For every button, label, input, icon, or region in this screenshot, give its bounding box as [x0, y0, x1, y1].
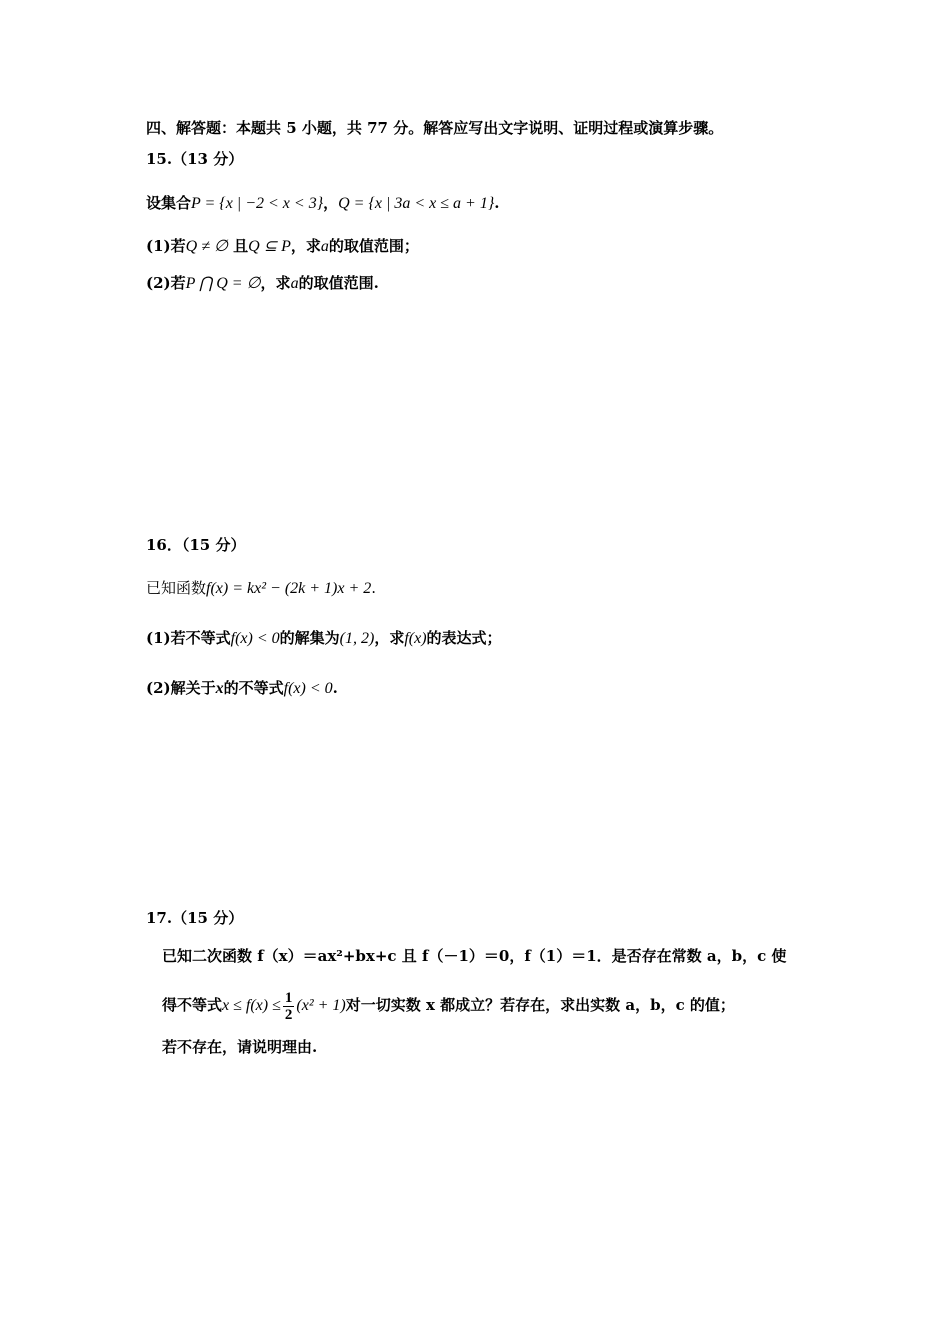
q15-part1-prefix: (1)若 [146, 237, 186, 255]
q15-part2-suffix: ，求 [260, 274, 291, 292]
q17-line2 [162, 985, 735, 1026]
q15-part1-cond1: Q ≠ ∅ [185, 238, 228, 255]
q17-fraction [283, 990, 295, 1023]
q16-stem [146, 577, 376, 600]
q16-stem-prefix: 已知函数 [146, 579, 207, 597]
q15-part2 [146, 272, 379, 295]
q16-part1-fx: f(x) [404, 630, 427, 647]
q15-part1-suffix: ，求 [290, 237, 321, 255]
q16-part1-mid: 的解集为 [279, 629, 340, 647]
section-heading: 四、解答题：本题共 5 小题，共 77 分。解答应写出文字说明、证明过程或演算步骤。 [146, 119, 724, 137]
q15-period: . [494, 194, 500, 212]
q15-number: 15.（13 分） [146, 150, 244, 168]
q16-function: f(x) = kx² − (2k + 1)x + 2 [206, 580, 372, 597]
q15-part1-end: 的取值范围； [328, 237, 419, 255]
q17-line3: 若不存在，请说明理由. [162, 1038, 318, 1056]
q15-comma: ， [323, 194, 339, 212]
q15-stem [146, 192, 499, 215]
q16-part1 [146, 627, 502, 650]
q16-part2 [146, 677, 338, 700]
q16-part2-prefix: (2)解关于 [146, 679, 216, 697]
q15-part1 [146, 235, 419, 258]
q16-part1-end: 的表达式； [426, 629, 502, 647]
q17-ineq-right: (x² + 1) [296, 997, 346, 1014]
q16-period: . [371, 579, 377, 597]
q15-part2-var: a [290, 275, 299, 292]
q15-part2-end: 的取值范围. [298, 274, 379, 292]
q17-frac-den: 2 [284, 1006, 293, 1023]
q16-part1-suffix: ，求 [374, 629, 405, 647]
q17-line1: 已知二次函数 f（x）＝ax²+bx+c 且 f（－1）＝0，f（1）＝1．是否存在常数 a，b，c 使 [162, 947, 787, 965]
q17-line2-prefix: 得不等式 [162, 996, 223, 1014]
q16-part1-set: (1, 2) [339, 630, 375, 647]
q15-set-p: P = {x | −2 < x < 3} [191, 195, 324, 212]
q17-line2-suffix: 对一切实数 x 都成立？若存在，求出实数 a，b，c 的值； [345, 996, 735, 1014]
q17-frac-num: 1 [284, 989, 293, 1006]
q16-part1-ineq: f(x) < 0 [230, 630, 280, 647]
q16-number: 16．（15 分） [146, 536, 246, 554]
q15-stem-prefix: 设集合 [146, 194, 192, 212]
q16-part2-end: . [332, 679, 338, 697]
q15-part1-var: a [320, 238, 329, 255]
q17-ineq-left: x ≤ f(x) ≤ [222, 997, 281, 1014]
q15-part2-prefix: (2)若 [146, 274, 186, 292]
q16-part1-prefix: (1)若不等式 [146, 629, 231, 647]
q16-part2-var: x [215, 680, 224, 697]
q17-number: 17.（15 分） [146, 909, 244, 927]
q16-part2-mid: 的不等式 [223, 679, 284, 697]
q16-part2-ineq: f(x) < 0 [283, 680, 333, 697]
q15-part1-and: 且 [227, 237, 249, 255]
q15-set-q: Q = {x | 3a < x ≤ a + 1} [338, 195, 495, 212]
q15-part1-cond2: Q ⊆ P [248, 238, 291, 255]
q15-part2-cond: P ⋂ Q = ∅ [185, 275, 261, 292]
